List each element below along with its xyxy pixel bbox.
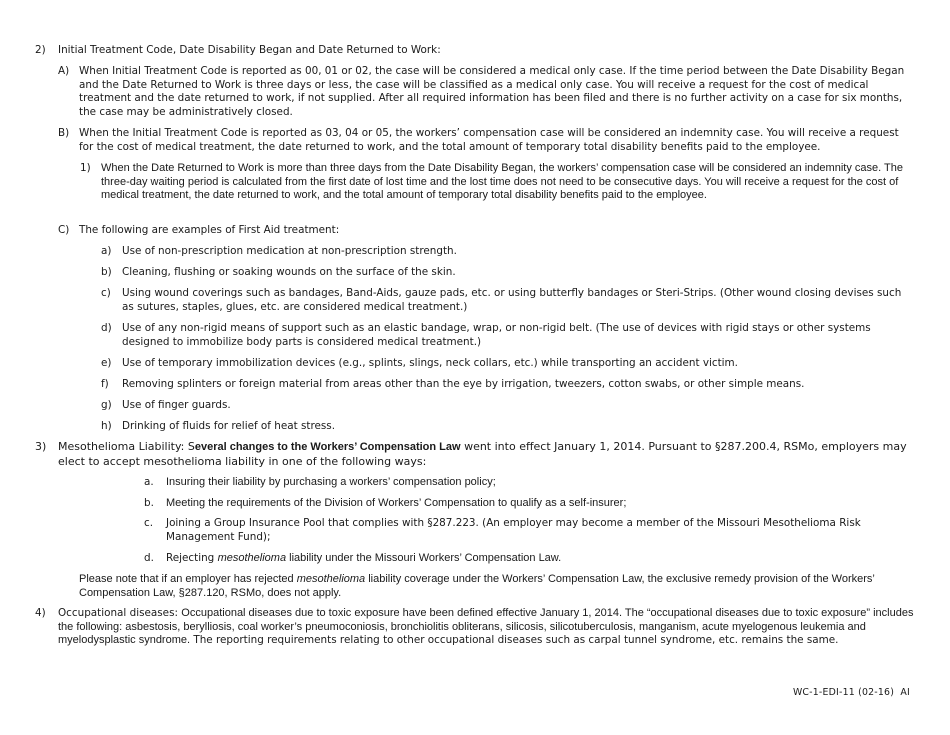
mesothelioma-option xyxy=(144,497,914,511)
first-aid-list-item xyxy=(101,266,909,280)
mesothelioma-note-text xyxy=(79,573,914,600)
section-3 xyxy=(35,440,915,468)
mesothelioma-option xyxy=(144,517,914,544)
section-2c-text: The following are examples of First Aid treatment: xyxy=(79,224,340,236)
section-2b-1-label: 1) xyxy=(80,162,91,174)
section-2-title: Initial Treatment Code, Date Disability Began and Date Returned to Work: xyxy=(58,44,441,56)
first-aid-item-label: a) xyxy=(101,245,112,257)
first-aid-item-label: e) xyxy=(101,357,112,369)
first-aid-item-text: Use of any non-rigid means of support such as an elastic bandage, wrap, or non-rigid belt. (The use of devices with rigid stays or other systems designed to immobilize body parts is considered medical treatment.) xyxy=(122,322,871,348)
first-aid-item-label: g) xyxy=(101,399,112,411)
mesothelioma-option-text xyxy=(166,552,914,566)
section-2c xyxy=(58,224,908,238)
note-pre: Please note that if an employer has rejected xyxy=(79,573,297,585)
section-2b-text: When the Initial Treatment Code is reported as 03, 04 or 05, the workers’ compensation case will be considered an indemnity case. You will receive a request for the cost of medical treatment, the date returned to work, and the total amount of temporary total disability benefits paid to the employee. xyxy=(79,127,899,153)
first-aid-list-item xyxy=(101,322,909,349)
mesothelioma-option xyxy=(144,552,914,566)
option-d-post: liability under the Missouri Workers’ Compensation Law. xyxy=(286,552,562,564)
section-3-intro-end: went into effect January 1, 2014. Pursuant to §287.200.4, RSMo, employers may elect to accept mesothelioma liability in one of the following ways: xyxy=(58,440,907,468)
first-aid-list-item xyxy=(101,420,909,434)
section-2b-1 xyxy=(80,162,908,203)
first-aid-list-item xyxy=(101,287,909,314)
section-3-intro-start: Mesothelioma Liability: S xyxy=(58,440,195,453)
first-aid-item-label: f) xyxy=(101,378,109,390)
first-aid-item-text: Using wound coverings such as bandages, Band-Aids, gauze pads, etc. or using butterfly bandages or Steri-Strips. (Other wound closing devises such as sutures, staples, glues, etc. are considered medical treatment.) xyxy=(122,287,902,313)
section-2b xyxy=(58,127,908,154)
mesothelioma-note xyxy=(79,573,914,600)
option-d-pre: Rejecting xyxy=(166,552,218,564)
first-aid-item-text: Use of finger guards. xyxy=(122,399,231,411)
mesothelioma-option-label: d. xyxy=(144,552,154,564)
section-3-number: 3) xyxy=(35,440,47,453)
section-4 xyxy=(35,607,915,648)
section-3-intro-bold: everal changes to the Workers’ Compensation Law xyxy=(194,441,461,453)
note-post: liability coverage under the Workers’ Compensation Law, the exclusive remedy provision of the Workers’ Compensation Law, §287.120, RSMo, does not apply. xyxy=(79,573,875,599)
mesothelioma-option-label: a. xyxy=(144,476,154,488)
mesothelioma-option-text: Insuring their liability by purchasing a workers’ compensation policy; xyxy=(166,476,496,488)
note-italic: mesothelioma xyxy=(296,573,366,585)
mesothelioma-option-text: Joining a Group Insurance Pool that complies with §287.223. (An employer may become a member of the Missouri Mesothelioma Risk Management Fund); xyxy=(166,517,861,543)
section-3-intro xyxy=(58,440,915,468)
first-aid-item-text: Drinking of fluids for relief of heat stress. xyxy=(122,420,336,432)
first-aid-item-label: h) xyxy=(101,420,112,432)
section-2a-text: When Initial Treatment Code is reported as 00, 01 or 02, the case will be considered a medical only case. If the time period between the Date Disability Began and the Date Returned to Work is three days or less, the case will be classified as a medical only case. You will receive a request for the cost of medical treatment and the date returned to work, if not supplied. After all required information has been filed and there is no further activity on a case for six months, the case may be administratively closed. xyxy=(79,65,905,119)
section-2-number: 2) xyxy=(35,44,46,56)
section-4-number: 4) xyxy=(35,607,46,619)
first-aid-list-item xyxy=(101,378,909,392)
section-4-end: The reporting requirements relating to other occupational diseases such as carpal tunnel syndrome, etc. remains the same. xyxy=(190,634,839,647)
section-2b-1-text: When the Date Returned to Work is more than three days from the Date Disability Began, the workers’ compensation case will be considered an indemnity case. The three-day waiting period is calculated from the first date of lost time and the lost time does not need to be consecutive days. You will receive a request for the cost of medical treatment, the date returned to work, and the total amount of temporary total disability benefits paid to the employee. xyxy=(101,162,903,202)
mesothelioma-option-label: b. xyxy=(144,497,154,509)
first-aid-item-text: Use of non-prescription medication at non-prescription strength. xyxy=(122,245,457,257)
first-aid-item-label: c) xyxy=(101,287,111,299)
first-aid-item-text: Use of temporary immobilization devices (e.g., splints, slings, neck collars, etc.) while transporting an accident victim. xyxy=(122,357,738,369)
first-aid-list-item xyxy=(101,357,909,371)
section-2b-label: B) xyxy=(58,127,70,139)
first-aid-item-label: d) xyxy=(101,322,112,334)
form-code-footer: WC-1-EDI-11 (02-16) AI xyxy=(792,687,910,698)
first-aid-list-item xyxy=(101,245,909,259)
section-2a xyxy=(58,65,908,120)
first-aid-list-item xyxy=(101,399,909,413)
section-2-heading xyxy=(35,44,915,58)
section-4-text xyxy=(58,607,915,648)
mesothelioma-option-label: c. xyxy=(144,517,154,529)
mesothelioma-option xyxy=(144,476,914,490)
section-2c-label: C) xyxy=(58,224,70,236)
mesothelioma-option-text: Meeting the requirements of the Division of Workers’ Compensation to qualify as a self-insurer; xyxy=(166,497,627,509)
first-aid-item-text: Cleaning, flushing or soaking wounds on the surface of the skin. xyxy=(122,266,456,278)
section-2a-label: A) xyxy=(58,65,70,77)
option-d-italic: mesothelioma xyxy=(217,552,287,564)
section-4-body: Occupational diseases due to toxic exposure have been defined effective January 1, 2014. The “occupational diseases due to toxic exposure” includes the following: asbestosis, berylliosis, coal worker’s pneumoconiosis, bronchiolitis obliterans, silicosis, silicotuberculosis, manganism, acute myelogenous leukemia and myelodysplastic syndrome. xyxy=(58,607,914,647)
first-aid-item-label: b) xyxy=(101,266,112,278)
first-aid-item-text: Removing splinters or foreign material from areas other than the eye by irrigation, tweezers, cotton swabs, or other simple means. xyxy=(122,378,805,390)
section-4-start: Occupational diseases: xyxy=(58,607,182,619)
